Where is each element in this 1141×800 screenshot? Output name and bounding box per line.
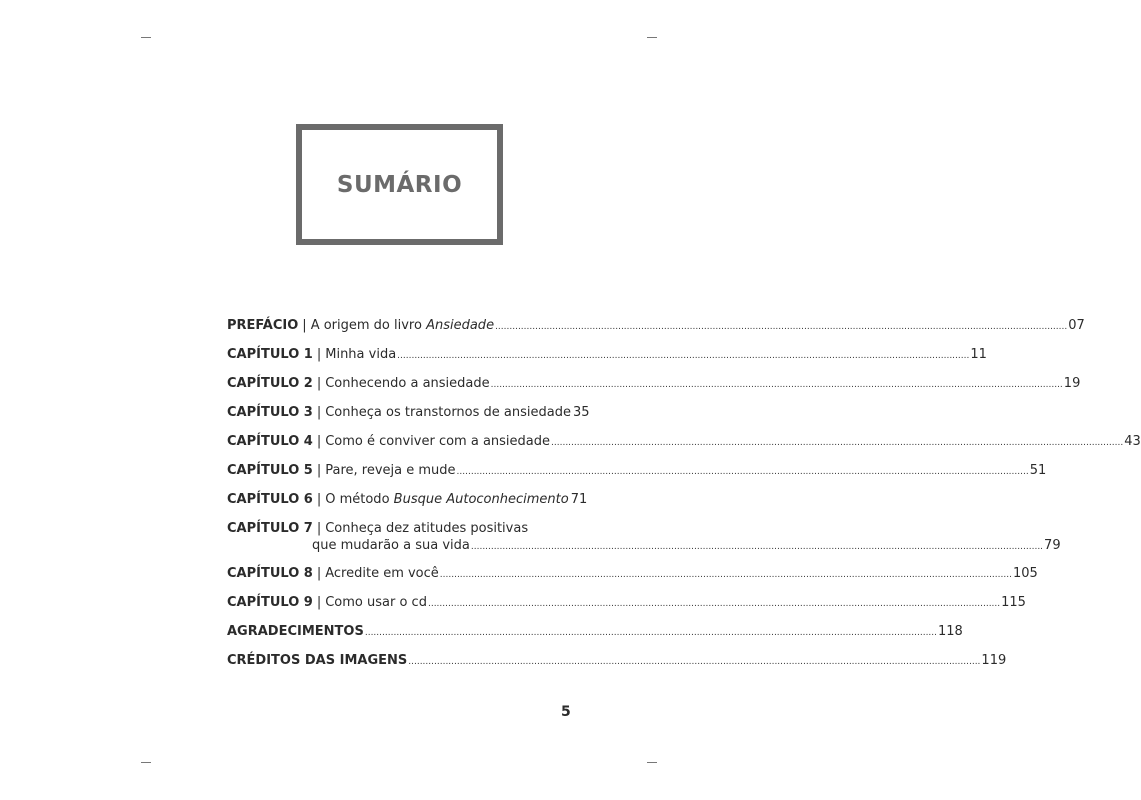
toc-leader: ........................................................................................................................................................................................................: [470, 542, 1044, 552]
toc-title-continued: que mudarão a sua vida: [312, 538, 470, 553]
toc-title: Conheça os transtornos de ansiedade: [325, 405, 571, 420]
toc-title: Acredite em você: [325, 566, 439, 581]
toc-title: Minha vida: [325, 347, 397, 362]
toc-page: 19: [1063, 376, 1081, 391]
toc-page: 51: [1029, 463, 1047, 478]
toc-leader: ........................................................................................................................................................................................................: [456, 467, 1029, 477]
toc-leader: ........................................................................................................................................................................................................: [490, 380, 1063, 390]
crop-mark: [141, 762, 151, 763]
table-of-contents: [227, 318, 1141, 682]
toc-entry: [227, 405, 590, 434]
toc-page: 119: [981, 653, 1007, 668]
toc-separator: |: [316, 463, 322, 478]
toc-leader: ........................................................................................................................................................................................................: [408, 657, 981, 667]
toc-separator: |: [316, 566, 322, 581]
toc-label: CAPÍTULO 3: [227, 405, 313, 420]
toc-title: Como é conviver com a ansiedade: [325, 434, 551, 449]
toc-separator: |: [316, 376, 322, 391]
toc-leader: ........................................................................................................................................................................................................: [427, 599, 1001, 609]
toc-entry: [227, 347, 987, 376]
toc-page: 118: [938, 624, 963, 639]
toc-label: CAPÍTULO 2: [227, 376, 313, 391]
toc-label: CAPÍTULO 5: [227, 463, 313, 478]
toc-page: 115: [1001, 595, 1026, 610]
toc-entry: [227, 318, 1085, 347]
toc-separator: |: [302, 318, 307, 333]
crop-mark: [647, 37, 657, 38]
toc-separator: |: [316, 492, 322, 507]
toc-title: A origem do livro Ansiedade: [310, 318, 495, 333]
toc-separator: |: [316, 434, 322, 449]
toc-label: CAPÍTULO 1: [227, 347, 313, 362]
toc-page: 105: [1012, 566, 1038, 581]
crop-mark: [647, 762, 657, 763]
toc-page: 71: [570, 492, 588, 507]
toc-entry: [227, 492, 588, 521]
toc-separator: |: [316, 347, 322, 362]
toc-entry: [227, 624, 963, 653]
toc-entry: [227, 376, 1081, 405]
toc-label: AGRADECIMENTOS: [227, 624, 364, 639]
toc-label: CAPÍTULO 8: [227, 566, 313, 581]
crop-mark: [141, 37, 151, 38]
toc-separator: |: [316, 405, 322, 420]
toc-leader: ........................................................................................................................................................................................................: [495, 322, 1068, 332]
toc-page: 79: [1044, 538, 1061, 553]
toc-title: Como usar o cd: [325, 595, 427, 610]
toc-separator: |: [316, 595, 322, 610]
toc-page: 11: [970, 347, 987, 362]
toc-separator: |: [316, 521, 322, 536]
toc-leader: ........................................................................................................................................................................................................: [364, 628, 938, 638]
heading-box: [296, 124, 503, 245]
toc-page: 35: [572, 405, 590, 420]
toc-entry: [227, 463, 1047, 492]
page-title: SUMÁRIO: [336, 171, 463, 198]
toc-leader: ........................................................................................................................................................................................................: [439, 570, 1012, 580]
toc-leader: ........................................................................................................................................................................................................: [551, 438, 1124, 448]
toc-title: O método Busque Autoconhecimento: [325, 492, 569, 507]
toc-label: CAPÍTULO 6: [227, 492, 313, 507]
toc-title: Pare, reveja e mude: [325, 463, 456, 478]
toc-entry: [227, 595, 1026, 624]
toc-label: CRÉDITOS DAS IMAGENS: [227, 653, 408, 668]
toc-title: Conhecendo a ansiedade: [325, 376, 490, 391]
toc-page: 07: [1068, 318, 1085, 333]
toc-title: Conheça dez atitudes positivas: [325, 521, 529, 536]
toc-entry: [227, 521, 1061, 566]
toc-label: PREFÁCIO: [227, 318, 299, 333]
toc-entry: [227, 653, 1007, 682]
toc-entry: [227, 434, 1141, 463]
toc-leader: ........................................................................................................................................................................................................: [397, 351, 970, 361]
toc-page: 43: [1124, 434, 1141, 449]
page-number: 5: [561, 704, 571, 720]
toc-entry: [227, 566, 1038, 595]
toc-label: CAPÍTULO 4: [227, 434, 313, 449]
toc-label: CAPÍTULO 9: [227, 595, 313, 610]
toc-label: CAPÍTULO 7: [227, 521, 313, 536]
